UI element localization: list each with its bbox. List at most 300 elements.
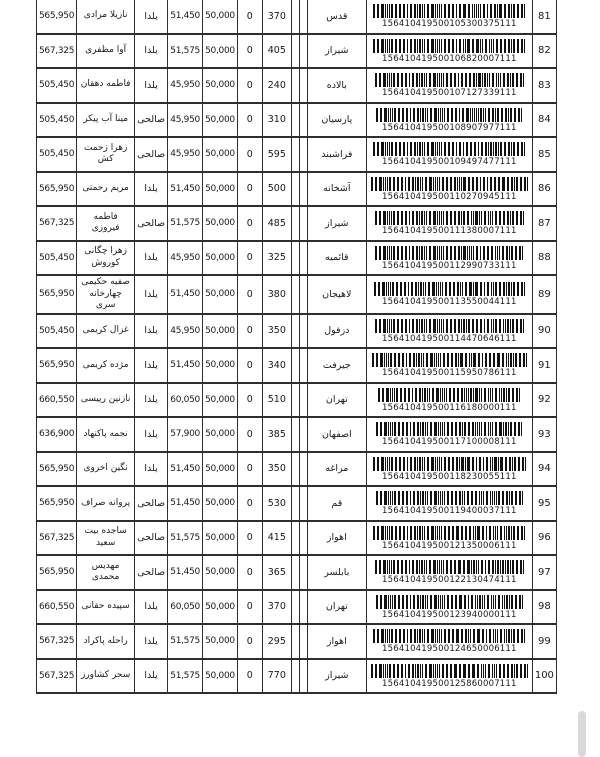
table-row <box>37 452 557 487</box>
barcode-icon <box>371 422 528 436</box>
name-cell: صفیه حکیمی چهارخانه سری <box>77 275 135 314</box>
amount-cell: 660,550 <box>37 590 77 625</box>
barcode-number: 156410419500119400037111 <box>382 506 517 517</box>
empty-cell <box>299 590 307 625</box>
barcode-cell <box>366 241 532 276</box>
group-cell: یلدا <box>135 314 168 349</box>
weight-cell: 325 <box>262 241 291 276</box>
amount-cell: 567,325 <box>37 659 77 694</box>
base-price-cell: 50,000 <box>203 275 238 314</box>
name-cell: فاطمه دهقان <box>77 68 135 103</box>
zero-cell: 0 <box>237 555 262 590</box>
empty-cell <box>299 103 307 138</box>
table-row <box>37 275 557 314</box>
weight-cell: 405 <box>262 34 291 69</box>
barcode-icon <box>371 595 528 609</box>
group-cell: یلدا <box>135 34 168 69</box>
name-cell: مژده کریمی <box>77 348 135 383</box>
table-row <box>37 137 557 172</box>
amount-cell: 505,450 <box>37 137 77 172</box>
base-price-cell: 50,000 <box>203 417 238 452</box>
group-cell: یلدا <box>135 417 168 452</box>
barcode-cell <box>366 172 532 207</box>
city-cell: لاهیجان <box>307 275 366 314</box>
price-cell: 57,900 <box>168 417 203 452</box>
amount-cell: 505,450 <box>37 103 77 138</box>
barcode-number: 156410419500108907977111 <box>382 122 517 133</box>
barcode-number: 156410419500116180000111 <box>382 402 517 413</box>
row-number-cell: 95 <box>532 486 556 521</box>
city-cell: بالاده <box>307 68 366 103</box>
group-cell: یلدا <box>135 275 168 314</box>
empty-cell <box>291 172 299 207</box>
city-cell: قائمیه <box>307 241 366 276</box>
amount-cell: 636,900 <box>37 417 77 452</box>
barcode-icon <box>371 177 528 191</box>
barcode-icon <box>371 629 528 643</box>
empty-cell <box>299 486 307 521</box>
group-cell: یلدا <box>135 452 168 487</box>
row-number-cell: 90 <box>532 314 556 349</box>
barcode-cell <box>366 275 532 314</box>
empty-cell <box>299 659 307 694</box>
zero-cell: 0 <box>237 417 262 452</box>
row-number-cell: 92 <box>532 383 556 418</box>
empty-cell <box>291 0 299 34</box>
amount-cell: 505,450 <box>37 241 77 276</box>
zero-cell: 0 <box>237 659 262 694</box>
base-price-cell: 50,000 <box>203 659 238 694</box>
price-cell: 51,450 <box>168 486 203 521</box>
zero-cell: 0 <box>237 275 262 314</box>
zero-cell: 0 <box>237 0 262 34</box>
city-cell: اهواز <box>307 521 366 556</box>
weight-cell: 595 <box>262 137 291 172</box>
empty-cell <box>291 555 299 590</box>
barcode-icon <box>371 108 528 122</box>
table-row <box>37 241 557 276</box>
city-cell: آشخانه <box>307 172 366 207</box>
barcode-cell <box>366 206 532 241</box>
empty-cell <box>299 34 307 69</box>
amount-cell: 567,325 <box>37 624 77 659</box>
name-cell: نازیلا مرادی <box>77 0 135 34</box>
base-price-cell: 50,000 <box>203 206 238 241</box>
empty-cell <box>299 452 307 487</box>
price-cell: 51,450 <box>168 172 203 207</box>
weight-cell: 240 <box>262 68 291 103</box>
barcode-icon <box>371 664 528 678</box>
table-row <box>37 103 557 138</box>
empty-cell <box>291 314 299 349</box>
barcode-cell <box>366 624 532 659</box>
price-cell: 51,575 <box>168 659 203 694</box>
weight-cell: 365 <box>262 555 291 590</box>
barcode-icon <box>371 353 528 367</box>
weight-cell: 350 <box>262 314 291 349</box>
table-row <box>37 659 557 694</box>
zero-cell: 0 <box>237 314 262 349</box>
barcode-icon <box>371 491 528 505</box>
barcode-cell <box>366 417 532 452</box>
empty-cell <box>291 417 299 452</box>
name-cell: زهرا چگانی کوروش <box>77 241 135 276</box>
barcode-icon <box>371 211 528 225</box>
empty-cell <box>291 348 299 383</box>
weight-cell: 350 <box>262 452 291 487</box>
group-cell: صالحی <box>135 206 168 241</box>
base-price-cell: 50,000 <box>203 452 238 487</box>
price-cell: 60,050 <box>168 383 203 418</box>
empty-cell <box>299 0 307 34</box>
empty-cell <box>291 68 299 103</box>
empty-cell <box>291 452 299 487</box>
empty-cell <box>299 68 307 103</box>
barcode-icon <box>371 560 528 574</box>
city-cell: فراشبند <box>307 137 366 172</box>
barcode-cell <box>366 68 532 103</box>
row-number-cell: 87 <box>532 206 556 241</box>
name-cell: راحله پاکراد <box>77 624 135 659</box>
amount-cell: 565,950 <box>37 555 77 590</box>
price-cell: 51,575 <box>168 206 203 241</box>
row-number-cell: 96 <box>532 521 556 556</box>
price-cell: 51,450 <box>168 0 203 34</box>
zero-cell: 0 <box>237 486 262 521</box>
weight-cell: 295 <box>262 624 291 659</box>
barcode-cell <box>366 383 532 418</box>
price-cell: 45,950 <box>168 103 203 138</box>
amount-cell: 565,950 <box>37 172 77 207</box>
barcode-icon <box>371 526 528 540</box>
barcode-number: 156410419500125860007111 <box>382 678 517 689</box>
empty-cell <box>299 275 307 314</box>
empty-cell <box>291 34 299 69</box>
group-cell: صالحی <box>135 555 168 590</box>
barcode-icon <box>371 4 528 18</box>
empty-cell <box>291 103 299 138</box>
row-number-cell: 83 <box>532 68 556 103</box>
weight-cell: 485 <box>262 206 291 241</box>
base-price-cell: 50,000 <box>203 348 238 383</box>
price-cell: 51,450 <box>168 555 203 590</box>
barcode-cell <box>366 137 532 172</box>
city-cell: تهران <box>307 383 366 418</box>
base-price-cell: 50,000 <box>203 172 238 207</box>
base-price-cell: 50,000 <box>203 314 238 349</box>
zero-cell: 0 <box>237 137 262 172</box>
city-cell: شیراز <box>307 34 366 69</box>
barcode-cell <box>366 659 532 694</box>
zero-cell: 0 <box>237 624 262 659</box>
zero-cell: 0 <box>237 590 262 625</box>
base-price-cell: 50,000 <box>203 383 238 418</box>
barcode-number: 156410419500112990733111 <box>382 260 517 271</box>
table-row <box>37 383 557 418</box>
amount-cell: 565,950 <box>37 275 77 314</box>
barcode-number: 156410419500122130474111 <box>382 575 517 586</box>
weight-cell: 370 <box>262 590 291 625</box>
weight-cell: 310 <box>262 103 291 138</box>
price-cell: 51,575 <box>168 624 203 659</box>
city-cell: قدس <box>307 0 366 34</box>
zero-cell: 0 <box>237 452 262 487</box>
zero-cell: 0 <box>237 383 262 418</box>
table-row <box>37 172 557 207</box>
amount-cell: 565,950 <box>37 0 77 34</box>
base-price-cell: 50,000 <box>203 486 238 521</box>
name-cell: سحر کشاورز <box>77 659 135 694</box>
row-number-cell: 91 <box>532 348 556 383</box>
weight-cell: 530 <box>262 486 291 521</box>
weight-cell: 380 <box>262 275 291 314</box>
zero-cell: 0 <box>237 241 262 276</box>
group-cell: یلدا <box>135 348 168 383</box>
base-price-cell: 50,000 <box>203 555 238 590</box>
empty-cell <box>291 206 299 241</box>
barcode-number: 156410419500118230055111 <box>382 471 517 482</box>
empty-cell <box>299 206 307 241</box>
base-price-cell: 50,000 <box>203 103 238 138</box>
name-cell: ساجده بیت سعید <box>77 521 135 556</box>
city-cell: قم <box>307 486 366 521</box>
group-cell: یلدا <box>135 590 168 625</box>
barcode-cell <box>366 314 532 349</box>
group-cell: یلدا <box>135 624 168 659</box>
weight-cell: 500 <box>262 172 291 207</box>
empty-cell <box>299 348 307 383</box>
barcode-number: 156410419500109497477111 <box>382 157 517 168</box>
city-cell: بابلسر <box>307 555 366 590</box>
barcode-icon <box>371 319 528 333</box>
empty-cell <box>299 241 307 276</box>
group-cell: یلدا <box>135 241 168 276</box>
price-cell: 45,950 <box>168 137 203 172</box>
row-number-cell: 98 <box>532 590 556 625</box>
table-row <box>37 555 557 590</box>
base-price-cell: 50,000 <box>203 34 238 69</box>
barcode-number: 156410419500124650006111 <box>382 644 517 655</box>
table-row <box>37 486 557 521</box>
group-cell: یلدا <box>135 172 168 207</box>
group-cell: یلدا <box>135 383 168 418</box>
empty-cell <box>299 172 307 207</box>
table-row <box>37 417 557 452</box>
group-cell: صالحی <box>135 486 168 521</box>
barcode-number: 156410419500121350006111 <box>382 540 517 551</box>
group-cell: یلدا <box>135 659 168 694</box>
amount-cell: 565,950 <box>37 486 77 521</box>
barcode-cell <box>366 521 532 556</box>
row-number-cell: 93 <box>532 417 556 452</box>
barcode-cell <box>366 452 532 487</box>
table-row <box>37 624 557 659</box>
barcode-number: 156410419500107127339111 <box>382 88 517 99</box>
barcode-number: 156410419500105300375111 <box>382 19 517 30</box>
barcode-cell <box>366 103 532 138</box>
row-number-cell: 86 <box>532 172 556 207</box>
city-cell: تهران <box>307 590 366 625</box>
zero-cell: 0 <box>237 348 262 383</box>
row-number-cell: 97 <box>532 555 556 590</box>
barcode-number: 156410419500111380007111 <box>382 226 517 237</box>
empty-cell <box>291 275 299 314</box>
amount-cell: 567,325 <box>37 34 77 69</box>
weight-cell: 510 <box>262 383 291 418</box>
row-number-cell: 82 <box>532 34 556 69</box>
amount-cell: 565,950 <box>37 348 77 383</box>
group-cell: صالحی <box>135 137 168 172</box>
base-price-cell: 50,000 <box>203 137 238 172</box>
barcode-icon <box>371 39 528 53</box>
base-price-cell: 50,000 <box>203 0 238 34</box>
price-cell: 51,450 <box>168 275 203 314</box>
empty-cell <box>299 137 307 172</box>
name-cell: نگین اخروی <box>77 452 135 487</box>
name-cell: سپیده حقانی <box>77 590 135 625</box>
group-cell: صالحی <box>135 103 168 138</box>
base-price-cell: 50,000 <box>203 590 238 625</box>
weight-cell: 770 <box>262 659 291 694</box>
base-price-cell: 50,000 <box>203 624 238 659</box>
zero-cell: 0 <box>237 34 262 69</box>
empty-cell <box>291 624 299 659</box>
price-cell: 51,450 <box>168 348 203 383</box>
name-cell: فاطمه فیروزی <box>77 206 135 241</box>
row-number-cell: 100 <box>532 659 556 694</box>
name-cell: نجمه پاکنهاد <box>77 417 135 452</box>
base-price-cell: 50,000 <box>203 68 238 103</box>
zero-cell: 0 <box>237 68 262 103</box>
zero-cell: 0 <box>237 521 262 556</box>
name-cell: زهرا زحمت کش <box>77 137 135 172</box>
barcode-cell <box>366 486 532 521</box>
city-cell: اصفهان <box>307 417 366 452</box>
row-number-cell: 81 <box>532 0 556 34</box>
empty-cell <box>299 417 307 452</box>
table-row <box>37 521 557 556</box>
city-cell: دزفول <box>307 314 366 349</box>
price-cell: 45,950 <box>168 68 203 103</box>
row-number-cell: 88 <box>532 241 556 276</box>
amount-cell: 505,450 <box>37 68 77 103</box>
group-cell: یلدا <box>135 68 168 103</box>
barcode-number: 156410419500114470646111 <box>382 333 517 344</box>
barcode-icon <box>371 142 528 156</box>
barcode-icon <box>371 457 528 471</box>
weight-cell: 385 <box>262 417 291 452</box>
city-cell: شیراز <box>307 659 366 694</box>
barcode-number: 156410419500117100008111 <box>382 437 517 448</box>
amount-cell: 567,325 <box>37 521 77 556</box>
empty-cell <box>291 241 299 276</box>
weight-cell: 370 <box>262 0 291 34</box>
row-number-cell: 84 <box>532 103 556 138</box>
amount-cell: 565,950 <box>37 452 77 487</box>
empty-cell <box>291 486 299 521</box>
empty-cell <box>291 137 299 172</box>
weight-cell: 415 <box>262 521 291 556</box>
name-cell: مهدیس محمدی <box>77 555 135 590</box>
barcode-icon <box>371 282 528 296</box>
price-cell: 60,050 <box>168 590 203 625</box>
table-row <box>37 348 557 383</box>
barcode-icon <box>371 73 528 87</box>
barcode-cell <box>366 590 532 625</box>
name-cell: آوا مظفری <box>77 34 135 69</box>
empty-cell <box>299 383 307 418</box>
group-cell: یلدا <box>135 0 168 34</box>
price-cell: 45,950 <box>168 241 203 276</box>
city-cell: مراغه <box>307 452 366 487</box>
row-number-cell: 99 <box>532 624 556 659</box>
name-cell: مریم رحمتی <box>77 172 135 207</box>
barcode-cell <box>366 0 532 34</box>
empty-cell <box>291 383 299 418</box>
barcode-number: 156410419500115950786111 <box>382 368 517 379</box>
barcode-number: 156410419500110270945111 <box>382 191 517 202</box>
barcode-cell <box>366 348 532 383</box>
name-cell: نازنین رییسی <box>77 383 135 418</box>
barcode-icon <box>371 388 528 402</box>
base-price-cell: 50,000 <box>203 521 238 556</box>
scrollbar-thumb[interactable] <box>578 711 586 757</box>
table-row <box>37 0 557 34</box>
row-number-cell: 94 <box>532 452 556 487</box>
barcode-icon <box>371 246 528 260</box>
zero-cell: 0 <box>237 206 262 241</box>
price-cell: 45,950 <box>168 314 203 349</box>
empty-cell <box>291 521 299 556</box>
city-cell: پارسیان <box>307 103 366 138</box>
row-number-cell: 89 <box>532 275 556 314</box>
barcode-cell <box>366 555 532 590</box>
empty-cell <box>291 590 299 625</box>
shipment-table <box>36 0 557 694</box>
barcode-cell <box>366 34 532 69</box>
amount-cell: 567,325 <box>37 206 77 241</box>
city-cell: جیرفت <box>307 348 366 383</box>
zero-cell: 0 <box>237 172 262 207</box>
amount-cell: 505,450 <box>37 314 77 349</box>
group-cell: صالحی <box>135 521 168 556</box>
price-cell: 51,575 <box>168 34 203 69</box>
city-cell: شیراز <box>307 206 366 241</box>
table-body <box>37 0 557 693</box>
empty-cell <box>299 521 307 556</box>
empty-cell <box>291 659 299 694</box>
city-cell: اهواز <box>307 624 366 659</box>
price-cell: 51,450 <box>168 452 203 487</box>
table-row <box>37 68 557 103</box>
price-cell: 51,575 <box>168 521 203 556</box>
name-cell: پروانه صراف <box>77 486 135 521</box>
barcode-number: 156410419500113550044111 <box>382 297 517 308</box>
empty-cell <box>299 555 307 590</box>
barcode-number: 156410419500106820007111 <box>382 53 517 64</box>
row-number-cell: 85 <box>532 137 556 172</box>
empty-cell <box>299 314 307 349</box>
name-cell: مینا آب پیکر <box>77 103 135 138</box>
weight-cell: 340 <box>262 348 291 383</box>
zero-cell: 0 <box>237 103 262 138</box>
barcode-number: 156410419500123940000111 <box>382 609 517 620</box>
name-cell: غزال کریمی <box>77 314 135 349</box>
table-row <box>37 34 557 69</box>
base-price-cell: 50,000 <box>203 241 238 276</box>
table-row <box>37 206 557 241</box>
table-row <box>37 590 557 625</box>
